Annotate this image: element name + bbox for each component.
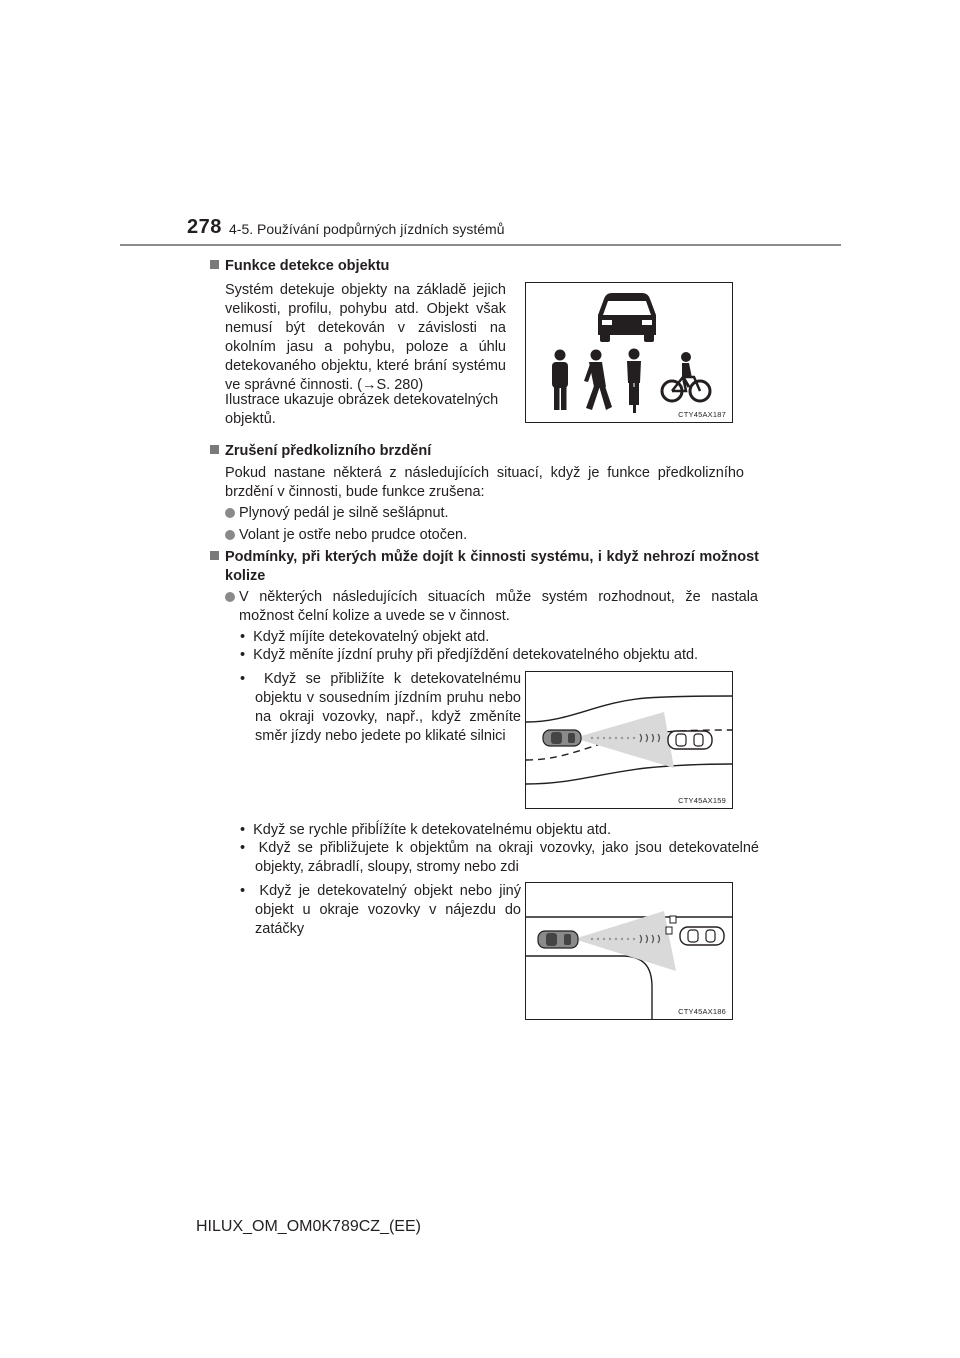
- figure-curve-entry: [525, 882, 733, 1020]
- gray-circle-icon: [225, 530, 235, 540]
- figure-code: CTY45AX159: [678, 796, 726, 805]
- cyclist-front-icon: [627, 349, 641, 414]
- figure-code: CTY45AX187: [678, 410, 726, 419]
- list-item: • Když je detekovatelný objekt nebo jiný objekt u okraje vozovky v nájezdu do zatáčky: [240, 883, 521, 937]
- figure-detectable-objects: [525, 282, 733, 423]
- object-detection-paragraph: Systém detekuje objekty na základě jejich velikosti, profilu, pohybu atd. Objekt však nemusí být detekován v závislosti na okolním jasu a pohybu, poloze a úhlu detekovaného objektu, které brání systému ve správné činnosti. (→S. 280): [225, 282, 506, 393]
- figure-code: CTY45AX186: [678, 1007, 726, 1016]
- own-car-icon: [543, 730, 581, 746]
- list-item: • Když míjíte detekovatelný objekt atd.: [240, 629, 490, 645]
- header-rule: [120, 244, 841, 246]
- en-dash: •: [240, 629, 254, 645]
- chapter-title: 4-5. Používání podpůrných jízdních systémů: [229, 221, 505, 237]
- own-car-icon: [538, 931, 578, 948]
- list-item: V některých následujících situacích může systém rozhodnout, že nastala možnost čelní kolize a uvede se v činnost.: [225, 588, 758, 626]
- gray-square-icon: [210, 260, 219, 269]
- cancel-paragraph: Pokud nastane některá z následujících situací, když je funkce předkolizního brzdění v činnosti, bude funkce zrušena:: [225, 465, 744, 500]
- document-code: HILUX_OM_OM0K789CZ_(EE): [196, 1218, 421, 1235]
- section-heading-cancel: Zrušení předkolizního brzdění: [210, 442, 431, 461]
- other-car-icon: [680, 927, 724, 945]
- pedestrian-walking-icon: [584, 350, 612, 411]
- car-front-icon: [598, 293, 656, 342]
- gray-circle-icon: [225, 592, 235, 602]
- list-item: • Když se přibližujete k objektům na okraji vozovky, jako jsou detekovatelné objekty, zábradlí, sloupy, stromy nebo zdi: [240, 840, 759, 875]
- figure-curved-road: [525, 671, 733, 809]
- gray-square-icon: [210, 445, 219, 454]
- section-heading-conditions: Podmínky, při kterých může dojít k činnosti systému, i když nehrozí možnost kolize: [210, 548, 759, 586]
- list-item: Volant je ostře nebo prudce otočen.: [225, 526, 758, 545]
- page-number: 278: [187, 216, 222, 238]
- curved-road-illustration: [526, 672, 732, 808]
- roadside-object-icon: [666, 916, 676, 934]
- list-item: • Když se přibližíte k detekovatelnému objektu v sousedním jízdním pruhu nebo na okraji vozovky, např., když změníte směr jízdy nebo jedete po klikaté silnici: [240, 671, 522, 744]
- en-dash: •: [240, 822, 254, 838]
- gray-circle-icon: [225, 508, 235, 518]
- other-car-icon: [668, 731, 712, 749]
- en-dash: •: [240, 883, 260, 899]
- gray-square-icon: [210, 551, 219, 560]
- en-dash: •: [240, 840, 259, 856]
- list-item: • Když měníte jízdní pruhy při předjíždění detekovatelného objektu atd.: [240, 647, 699, 663]
- detectable-objects-illustration: [526, 283, 732, 422]
- curve-entry-illustration: [526, 883, 732, 1019]
- list-item: • Když se rychle přibĺížíte k detekovatelnému objektu atd.: [240, 822, 611, 838]
- en-dash: •: [240, 647, 254, 663]
- pedestrian-standing-icon: [552, 350, 568, 411]
- en-dash: •: [240, 671, 264, 687]
- object-detection-illustration-note: Ilustrace ukazuje obrázek detekovatelných objektů.: [225, 392, 499, 427]
- list-item: Plynový pedál je silně sešlápnut.: [225, 504, 758, 523]
- cyclist-side-icon: [662, 352, 710, 401]
- radar-beam: [574, 911, 676, 971]
- section-heading-object-detection: Funkce detekce objektu: [210, 257, 389, 276]
